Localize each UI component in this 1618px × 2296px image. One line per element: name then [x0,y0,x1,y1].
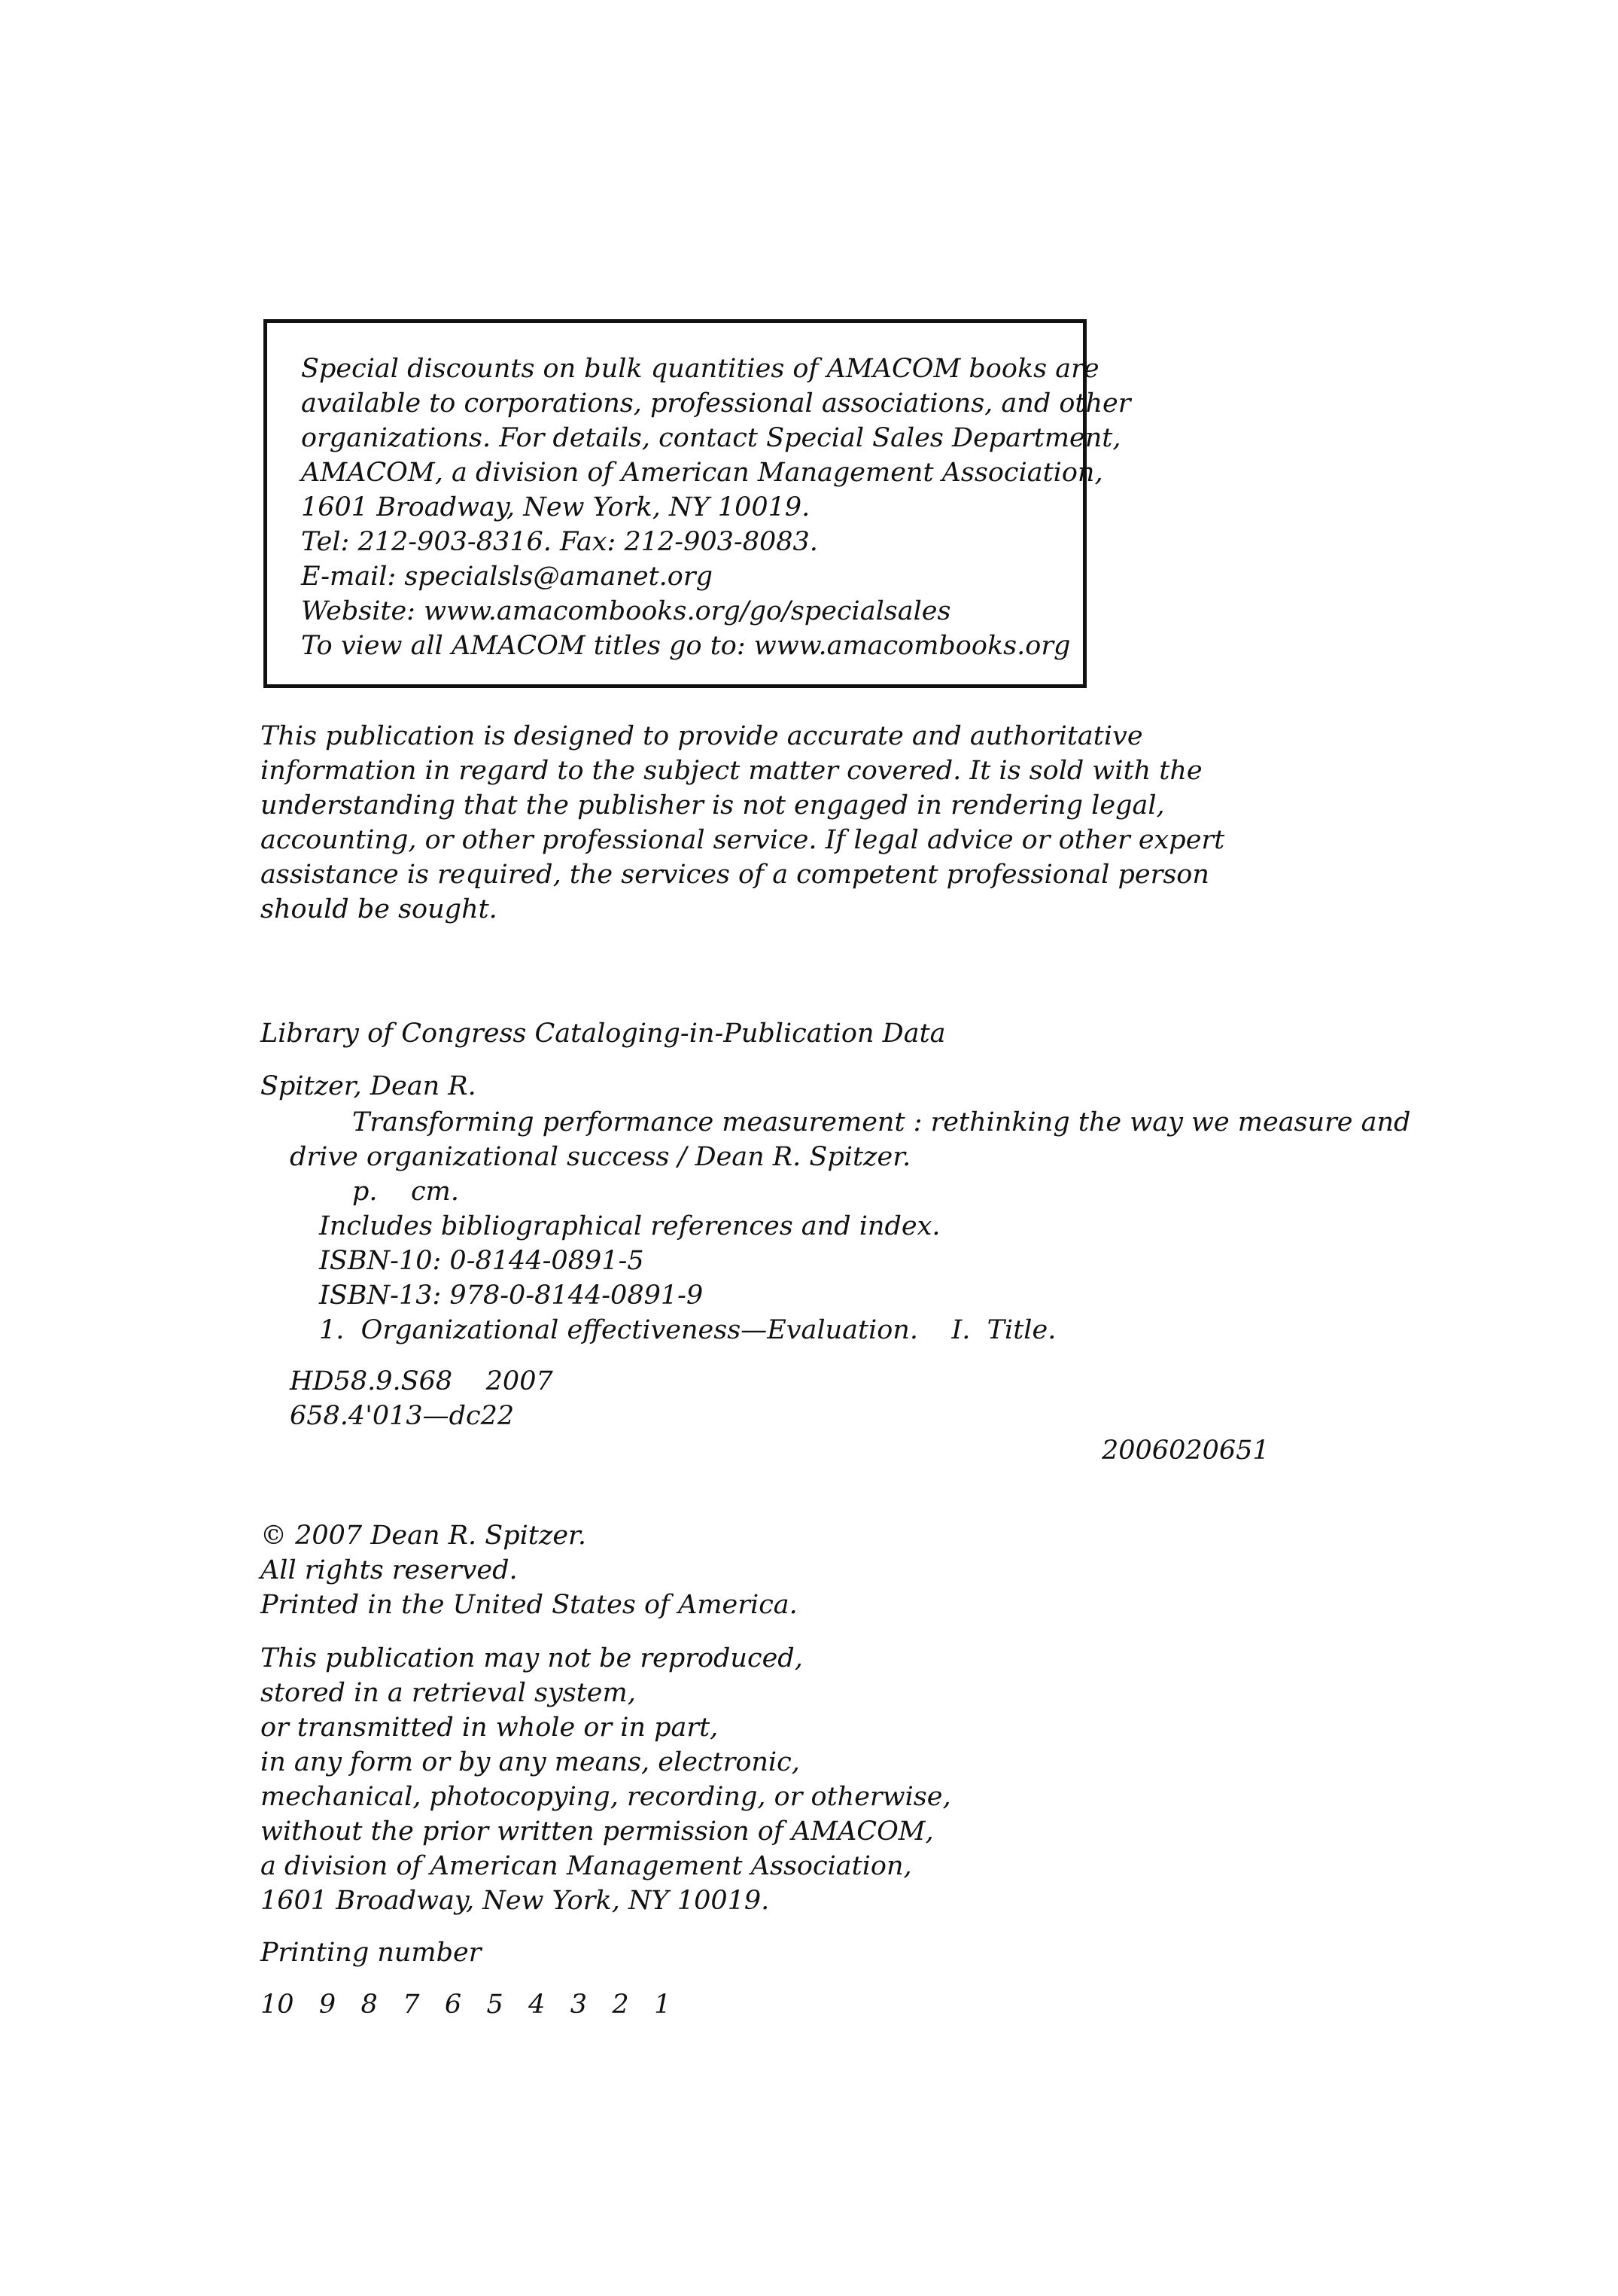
cip-lc-class: HD58.9.S68 2007 [290,1366,553,1396]
cip-heading: Library of Congress Cataloging-in-Publication Data [260,1019,946,1049]
sales-line: AMACOM, a division of American Management Association, [301,458,1103,488]
cip-title-line: Transforming performance measurement : rethinking the way we measure and [352,1107,1411,1137]
cip-notes: Includes bibliographical references and index. [319,1211,941,1241]
cip-isbn10: ISBN-10: 0-8144-0891-5 [319,1246,644,1276]
disclaimer-line: accounting, or other professional service. If legal advice or other expert [260,825,1225,855]
sales-phone-line: Tel: 212-903-8316. Fax: 212-903-8083. [301,527,818,557]
sales-line: 1601 Broadway, New York, NY 10019. [301,492,811,522]
rights-line: This publication may not be reproduced, [260,1643,803,1673]
sales-line: available to corporations, professional associations, and other [301,388,1131,419]
cip-subjects: 1. Organizational effectiveness—Evaluation. I. Title. [319,1315,1057,1345]
sales-titles-line: To view all AMACOM titles go to: www.amacombooks.org [301,631,1071,661]
sales-line: Special discounts on bulk quantities of AMACOM books are [301,354,1099,384]
disclaimer-line: assistance is required, the services of a competent professional person [260,860,1209,890]
copyright-line: Printed in the United States of America. [260,1590,798,1620]
printing-sequence: 10 9 8 7 6 5 4 3 2 1 [260,1990,671,2020]
cip-title-line: drive organizational success / Dean R. Spitzer. [290,1142,911,1172]
rights-line: or transmitted in whole or in part, [260,1713,719,1743]
cip-dewey: 658.4'013—dc22 [290,1401,515,1431]
cip-author: Spitzer, Dean R. [260,1071,476,1101]
disclaimer-line: should be sought. [260,894,497,924]
disclaimer-line: information in regard to the subject matter covered. It is sold with the [260,756,1203,786]
disclaimer-line: understanding that the publisher is not engaged in rendering legal, [260,790,1165,821]
rights-line: 1601 Broadway, New York, NY 10019. [260,1886,770,1916]
disclaimer-line: This publication is designed to provide accurate and authoritative [260,721,1143,751]
sales-line: organizations. For details, contact Special Sales Department, [301,423,1121,453]
rights-line: a division of American Management Association, [260,1851,912,1881]
sales-email-line: E-mail: specialsls@amanet.org [301,562,713,592]
rights-line: in any form or by any means, electronic, [260,1747,800,1777]
rights-line: mechanical, photocopying, recording, or otherwise, [260,1782,951,1812]
printing-label: Printing number [260,1938,482,1968]
rights-line: without the prior written permission of AMACOM, [260,1816,934,1847]
cip-pagination: p. cm. [352,1177,459,1207]
sales-website-line: Website: www.amacombooks.org/go/specialsales [301,596,951,626]
cip-isbn13: ISBN-13: 978-0-8144-0891-9 [319,1280,704,1311]
cip-lccn: 2006020651 [1102,1436,1270,1466]
copyright-line: All rights reserved. [260,1555,518,1585]
rights-line: stored in a retrieval system, [260,1678,636,1708]
copyright-line: © 2007 Dean R. Spitzer. [260,1521,587,1551]
